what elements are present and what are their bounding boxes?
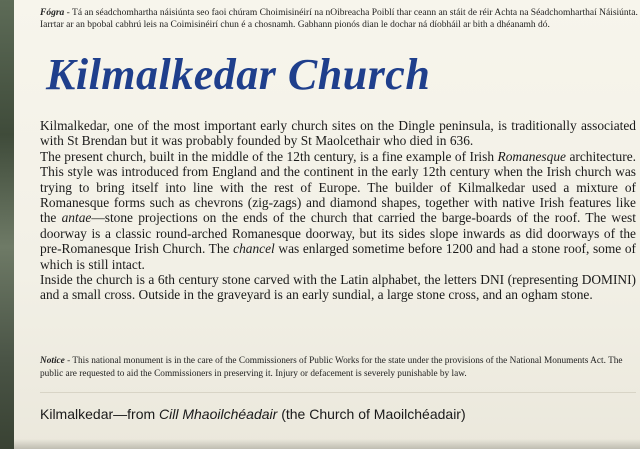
- irish-notice: [40, 7, 640, 31]
- p2-part-a: The present church, built in the middle of the 12th century, is a fine example of Irish: [40, 148, 498, 164]
- body-paragraph-1: Kilmalkedar, one of the most important early church sites on the Dingle peninsula, is traditionally associated with St Brendan but it was probably founded by St Maolcethair who died in 636.: [40, 118, 636, 149]
- sign-title: Kilmalkedar Church: [46, 50, 431, 99]
- information-sign: [14, 0, 640, 449]
- name-origin-caption: [40, 405, 466, 423]
- english-notice-text: - This national monument is in the care of the Commissioners of Public Works for the state under the provisions of the National Monuments Act. The public are requested to aid the Commissioners in preserving it. Injury or defacement is severely punishable by law.: [40, 356, 623, 379]
- caption-name: Kilmalkedar: [40, 406, 114, 422]
- body-paragraph-2: [40, 149, 636, 272]
- body-paragraph-3: Inside the church is a 6th century stone carved with the Latin alphabet, the letters DNI (representing DOMINI) and a small cross. Outside in the graveyard is an early sundial, a large stone cross, and an ogham stone.: [40, 272, 636, 303]
- caption-gloss: (the Church of Maoilchéadair): [277, 406, 466, 422]
- irish-notice-lead: Fógra: [40, 8, 65, 18]
- p2-em-chancel: chancel: [233, 241, 275, 257]
- divider: [40, 392, 636, 393]
- caption-irish-name: Cill Mhaoilchéadair: [159, 406, 278, 422]
- caption-dash: —from: [113, 406, 160, 422]
- sign-body: [40, 118, 636, 303]
- english-notice: [40, 355, 636, 380]
- p2-em-romanesque: Romanesque: [497, 148, 566, 164]
- irish-notice-text: - Tá an séadchomhartha náisiúnta seo faoi chúram Choimisinéirí na nOibreacha Poiblí thar ceann an stáit de réir Achta na Séadchomharthaí Náisiúnta. Iarrtar ar an bpobal cabhrú leis na Coimisinéirí chun é a chosnamh. Gabhann pionós dian le dochar ná díobháil ar bith a dhéanamh dó.: [40, 8, 638, 30]
- bottom-shadow: [14, 439, 640, 449]
- p2-part-b: architecture. This style was introduced from England and the continent in the early 12th century when the Irish church was trying to bring itself into line with the rest of Europe. The builder of Kilmalkedar used a mixture of Romanesque forms such as chevrons (zig-zags) and diamond shapes, together with native Irish features like the: [40, 148, 636, 226]
- p2-part-c: —stone projections on the ends of the church that carried the barge-boards of the roof. The west doorway is a classic round-arched Romanesque doorway, but its sides slope inwards as did doorways of the pre-Romanesque Irish Church. The: [40, 210, 636, 257]
- p2-em-antae: antae: [61, 210, 92, 226]
- p2-part-d: was enlarged sometime before 1200 and had a stone roof, some of which is still intact.: [40, 241, 636, 272]
- english-notice-lead: Notice: [40, 356, 65, 366]
